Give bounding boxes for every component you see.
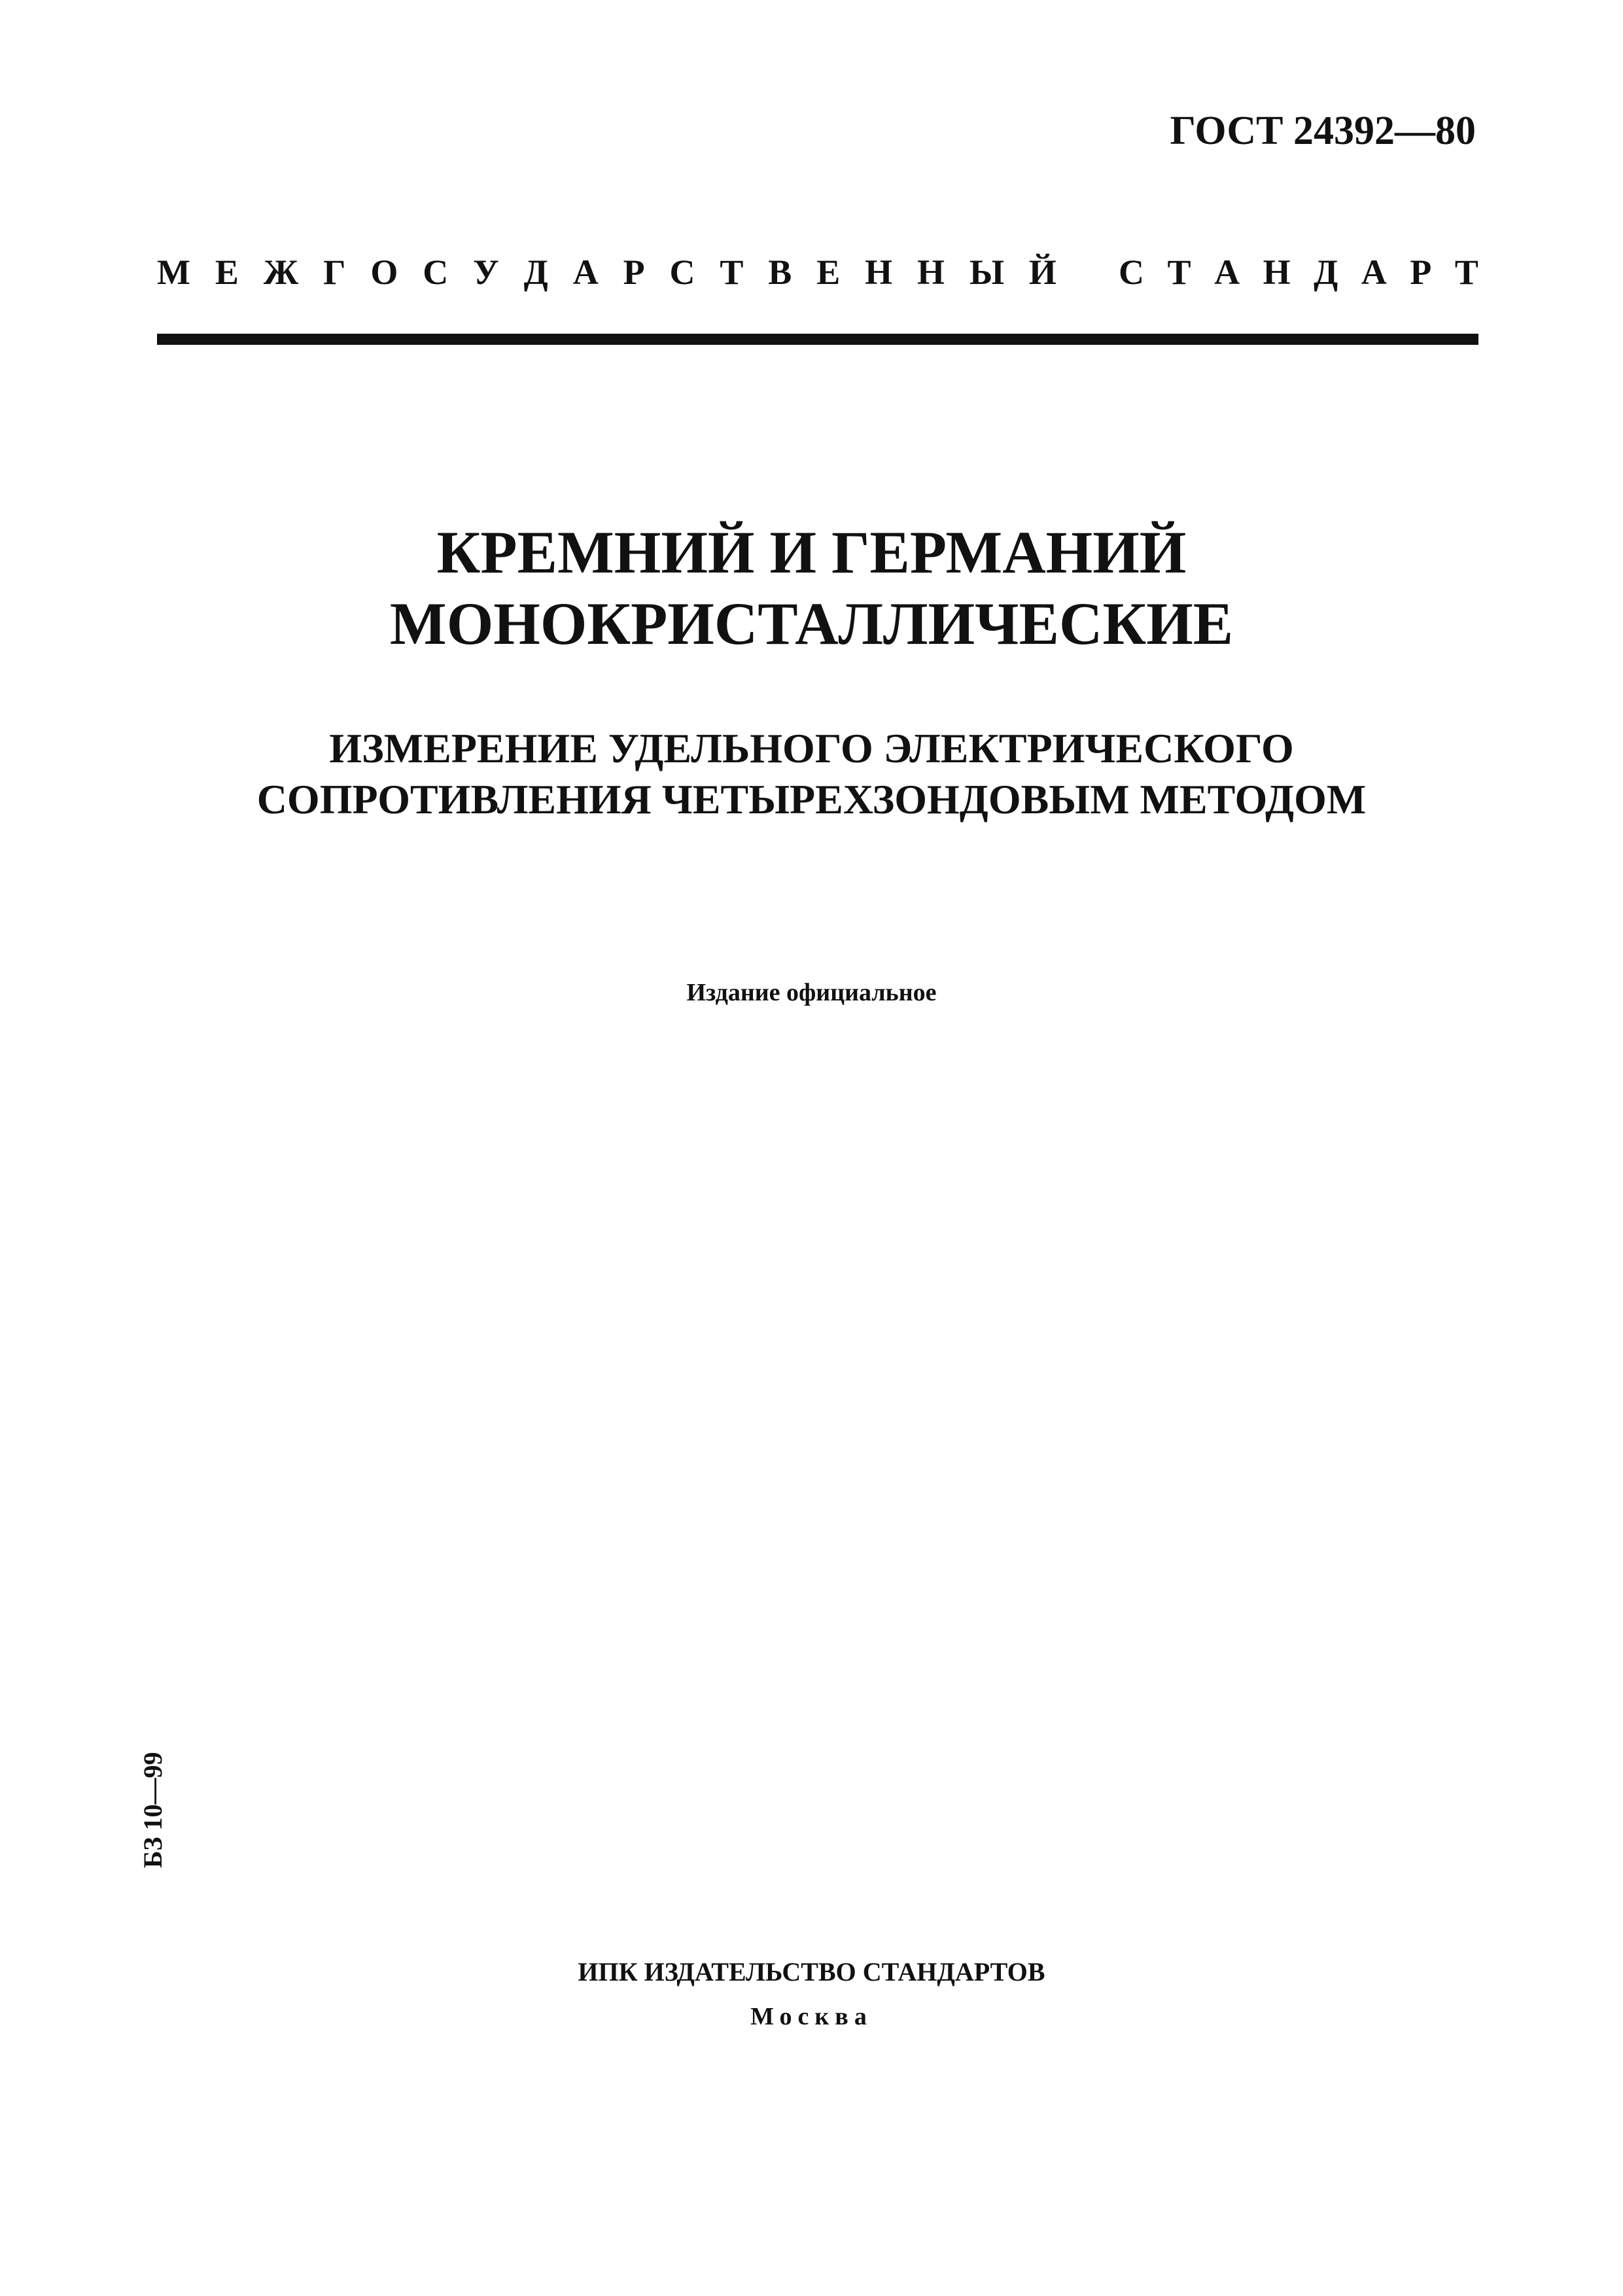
standard-type-word-standard (1119, 252, 1478, 292)
heading-letter: Е (816, 253, 841, 292)
standard-type-heading (157, 252, 1478, 292)
standard-type-word-interstate (157, 252, 1056, 292)
heading-letter: Н (865, 253, 893, 292)
heading-letter: Н (917, 253, 945, 292)
heading-letter: А (1361, 253, 1387, 292)
publisher-city: Москва (750, 2003, 873, 2030)
heading-letter: Т (1167, 253, 1191, 292)
document-subtitle-line-2: СОПРОТИВЛЕНИЯ ЧЕТЫРЕХЗОНДОВЫМ МЕТОДОМ (256, 776, 1367, 823)
heading-letter: Д (1314, 253, 1338, 292)
heading-letter: С (669, 253, 695, 292)
heading-letter: Т (720, 253, 744, 292)
heading-letter: М (157, 253, 190, 292)
publisher-name: ИПК ИЗДАТЕЛЬСТВО СТАНДАРТОВ (578, 1957, 1045, 1987)
heading-letter: Р (623, 253, 645, 292)
heading-letter: Н (1263, 253, 1291, 292)
heading-letter: А (572, 253, 599, 292)
document-title-line-1: КРЕМНИЙ И ГЕРМАНИЙ (436, 519, 1187, 586)
heading-letter: О (370, 253, 398, 292)
edition-note: Издание официальное (686, 979, 937, 1006)
document-title (0, 517, 1623, 660)
heading-letter: Е (215, 253, 239, 292)
heading-letter: Й (1028, 253, 1056, 292)
document-subtitle (0, 723, 1623, 825)
heading-letter: Г (323, 253, 346, 292)
heading-letter: У (473, 253, 499, 292)
side-code: БЗ 10—99 (138, 1752, 167, 1868)
heading-letter: Ж (263, 253, 299, 292)
heading-letter: А (1214, 253, 1240, 292)
heading-letter: С (1119, 253, 1144, 292)
heading-letter: Т (1454, 253, 1478, 292)
document-title-line-2: МОНОКРИСТАЛЛИЧЕСКИЕ (389, 590, 1234, 658)
heading-letter: Р (1410, 253, 1432, 292)
heading-divider (157, 334, 1478, 345)
heading-letter: В (768, 253, 792, 292)
gost-number: ГОСТ 24392—80 (1170, 109, 1476, 153)
heading-letter: Д (523, 253, 548, 292)
document-subtitle-line-1: ИЗМЕРЕНИЕ УДЕЛЬНОГО ЭЛЕКТРИЧЕСКОГО (329, 725, 1294, 771)
heading-letter: Ы (969, 253, 1004, 292)
heading-letter: С (423, 253, 449, 292)
